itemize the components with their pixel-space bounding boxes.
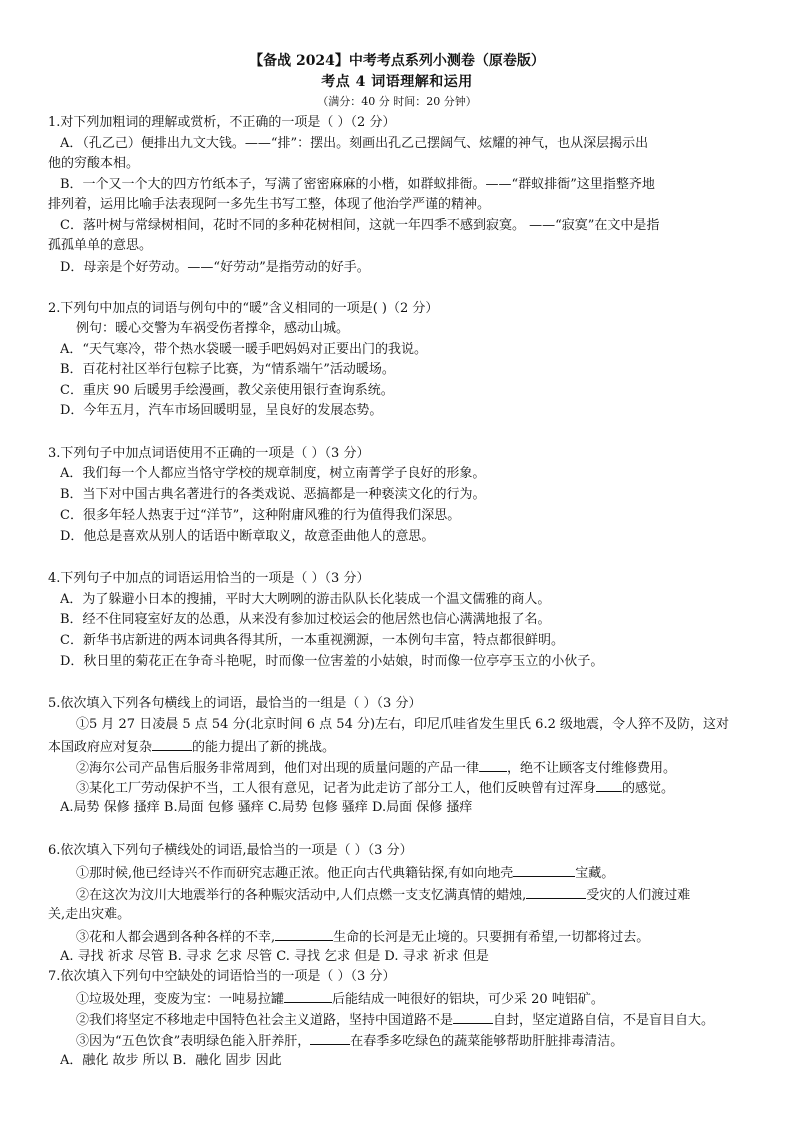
q3-option-a: A．我们每一个人都应当恪守学校的规章制度，树立南菁学子良好的形象。 bbox=[60, 466, 486, 481]
q4-option-d: D．秋日里的菊花正在争奇斗艳呢，时而像一位害羞的小姑娘，时而像一位亭亭玉立的小伙子。 bbox=[60, 654, 604, 669]
q5-blank-3 bbox=[596, 777, 622, 792]
q5-stem: 5.依次填入下列各句横线上的词语，最恰当的一组是（ ）（3 分） bbox=[48, 696, 422, 711]
q6-stem: 6.依次填入下列句子横线处的词语,最恰当的一项是（ ）（3 分） bbox=[48, 843, 413, 858]
q4-option-a: A．为了躲避小日本的搜捕，平时大大咧咧的游击队队长化装成一个温文儒雅的商人。 bbox=[60, 592, 551, 607]
q4-option-c: C．新华书店新进的两本词典各得其所，一本重视溯源，一本例句丰富，特点都很鲜明。 bbox=[60, 633, 564, 648]
q6-blank-2 bbox=[526, 884, 586, 899]
page-subtitle: 考点 4 词语理解和运用 bbox=[321, 74, 473, 90]
q5-options: A.局势 保修 搔痒 B.局面 包修 骚痒 C.局势 包修 骚痒 D.局面 保修 搔痒 bbox=[60, 800, 473, 815]
q1-option-b: B．一个又一个大的四方竹纸本子，写满了密密麻麻的小楷，如群蚁排衙。——“群蚁排衙”这里指整齐地 bbox=[60, 177, 655, 192]
q6-blank-3 bbox=[275, 926, 333, 941]
q5-blank-1 bbox=[152, 736, 192, 751]
q7-options: A．融化 故步 所以 B．融化 固步 因此 bbox=[60, 1053, 282, 1068]
q7-sentence-1: ①垃圾处理，变废为宝：一吨易拉罐 后能结成一吨很好的铝块，可少采 20 吨铝矿。 bbox=[76, 988, 782, 1010]
q4-option-b: B．经不住同寝室好友的怂恿，从来没有参加过校运会的他居然也信心满满地报了名。 bbox=[60, 612, 551, 627]
q3-option-d: D．他总是喜欢从别人的话语中断章取义，故意歪曲他人的意思。 bbox=[60, 529, 435, 544]
q5-blank-2 bbox=[479, 757, 507, 772]
q3-option-b: B．当下对中国古典名著进行的各类戏说、恶搞都是一种亵渎文化的行为。 bbox=[60, 487, 486, 502]
q5-sentence-2: ②海尔公司产品售后服务非常周到，他们对出现的质量问题的产品一律 ，绝不让顾客支付维修费用。 bbox=[76, 757, 782, 779]
q3-stem: 3.下列句子中加点词语使用不正确的一项是（ ）（3 分） bbox=[48, 446, 370, 461]
q7-sentence-3: ③因为“五色饮食”表明绿色能入肝养肝， 在春季多吃绿色的蔬菜能够帮助肝脏排毒清洁。 bbox=[76, 1030, 782, 1052]
q2-option-b: B．百花村社区举行包粽子比赛，为“情系端午”活动暖场。 bbox=[60, 362, 395, 377]
q6-options: A. 寻找 祈求 尽管 B. 寻求 乞求 尽管 C. 寻找 乞求 但是 D. 寻求 祈求 但是 bbox=[60, 949, 489, 964]
q6-blank-1 bbox=[513, 862, 575, 877]
q6-sentence-2-cont: 关,走出灾难。 bbox=[48, 907, 131, 922]
q4-stem: 4.下列句子中加点的词语运用恰当的一项是（ ）（3 分） bbox=[48, 571, 370, 586]
q1-option-b-cont: 排列着，运用比喻手法表现阿一多先生书写工整，体现了他治学严谨的精神。 bbox=[48, 197, 491, 212]
q2-example: 例句：暖心交警为车祸受伤者撑伞，感动山城。 bbox=[76, 321, 350, 336]
q1-option-a: A．（孔乙己）便排出九文大钱。——“排”：摆出。刻画出孔乙己摆阔气、炫耀的神气，也从深层揭示出 bbox=[60, 136, 649, 151]
q2-stem: 2.下列句中加点的词语与例句中的“暖”含义相同的一项是( )（2 分） bbox=[48, 301, 439, 316]
q2-option-c: C．重庆 90 后暖男手绘漫画，教父亲使用银行查询系统。 bbox=[60, 383, 394, 398]
q1-option-c-cont: 孤孤单单的意思。 bbox=[48, 238, 153, 253]
q5-sentence-3: ③某化工厂劳动保护不当，工人很有意见，记者为此走访了部分工人，他们反映曾有过浑身 的感觉。 bbox=[76, 777, 782, 799]
q2-option-d: D．今年五月，汽车市场回暖明显，呈良好的发展态势。 bbox=[60, 403, 383, 418]
q7-sentence-2: ②我们将坚定不移地走中国特色社会主义道路，坚持中国道路不是 自封，坚定道路自信，不是盲目自大。 bbox=[76, 1009, 782, 1031]
q6-sentence-1: ①那时候,他已经诗兴不作而研究志趣正浓。他正向古代典籍钻探,有如向地壳 宝藏。 bbox=[76, 862, 782, 884]
q7-blank-3 bbox=[310, 1030, 350, 1045]
q1-option-a-cont: 他的穷酸本相。 bbox=[48, 156, 140, 171]
q5-sentence-1: ①5 月 27 日凌晨 5 点 54 分(北京时间 6 点 54 分)左右，印尼爪哇省发生里氏 6.2 级地震，令人猝不及防，这对 bbox=[76, 717, 729, 732]
q5-sentence-1-cont: 本国政府应对复杂 的能力提出了新的挑战。 bbox=[48, 736, 754, 758]
q6-sentence-3: ③花和人都会遇到各种各样的不幸, 生命的长河是无止境的。只要拥有希望,一切都将过去。 bbox=[76, 926, 782, 948]
q1-option-c: C．落叶树与常绿树相间，花时不同的多种花树相间，这就一年四季不感到寂寞。 ——“寂寞”在文中是指 bbox=[60, 218, 660, 233]
q7-blank-1 bbox=[284, 988, 332, 1003]
q7-blank-2 bbox=[453, 1009, 493, 1024]
q6-sentence-2: ②在这次为汶川大地震举行的各种赈灾活动中,人们点燃一支支忆满真情的蜡烛, 受灾的人们渡过难 bbox=[76, 884, 782, 906]
page-title: 【备战 2024】中考考点系列小测卷（原卷版） bbox=[249, 53, 545, 69]
q1-stem: 1.对下列加粗词的理解或赏析，不正确的一项是（ ）（2 分） bbox=[48, 115, 396, 130]
score-time-info: （满分：40 分 时间：20 分钟） bbox=[317, 95, 477, 108]
q3-option-c: C．很多年轻人热衷于过“洋节”，这种附庸风雅的行为值得我们深思。 bbox=[60, 508, 461, 523]
q2-option-a: A．“天气寒冷，带个热水袋暖一暖手吧妈妈对正要出门的我说。 bbox=[60, 342, 428, 357]
q7-stem: 7.依次填入下列句中空缺处的词语恰当的一项是（ ）（3 分） bbox=[48, 969, 396, 984]
q1-option-d: D．母亲是个好劳动。——“好劳动”是指劳动的好手。 bbox=[60, 260, 370, 275]
